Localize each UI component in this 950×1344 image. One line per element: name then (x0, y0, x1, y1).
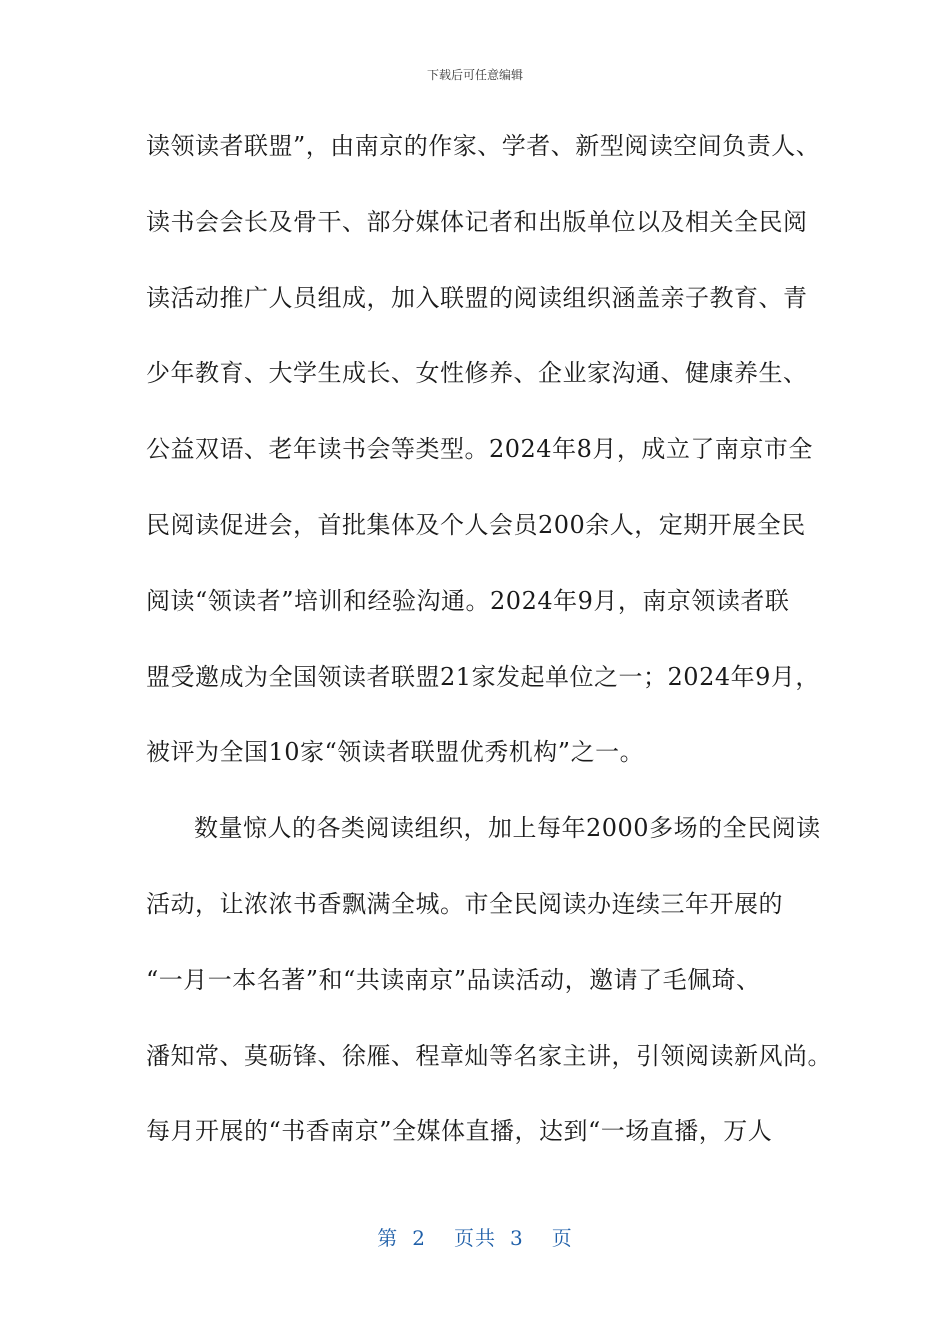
text-line: 阅读“领读者”培训和经验沟通。2024年9月，南京领读者联 (146, 586, 790, 615)
paragraph-start-line: 数量惊人的各类阅读组织，加上每年2000多场的全民阅读 (194, 814, 821, 843)
body-text (146, 124, 832, 1185)
text-line: 读领读者联盟”，由南京的作家、学者、新型阅读空间负责人、 (146, 132, 821, 160)
text-line: 盟受邀成为全国领读者联盟21家发起单位之一；2024年9月， (146, 662, 820, 691)
header-note: 下载后可任意编辑 (426, 68, 523, 82)
page-footer (0, 1222, 950, 1251)
text-line: 潘知常、莫砺锋、徐雁、程章灿等名家主讲，引领阅读新风尚。 (146, 1041, 832, 1070)
text-line: 每月开展的“书香南京”全媒体直播，达到“一场直播，万人 (146, 1117, 773, 1146)
total-pages-number: 3 (510, 1226, 524, 1250)
text-line: 民阅读促进会，首批集体及个人会员200余人，定期开展全民 (146, 510, 806, 539)
text-line: “一月一本名著”和“共读南京”品读活动，邀请了毛佩琦、 (146, 965, 761, 994)
text-line: 被评为全国10家“领读者联盟优秀机构”之一。 (146, 738, 645, 767)
text-line: 读书会会长及骨干、部分媒体记者和出版单位以及相关全民阅 (146, 207, 808, 236)
text-line: 读活动推广人员组成，加入联盟的阅读组织涵盖亲子教育、青 (146, 283, 808, 312)
text-line: 公益双语、老年读书会等类型。2024年8月，成立了南京市全 (146, 435, 813, 464)
page-unit-label: 页共 (454, 1226, 496, 1250)
text-line: 活动，让浓浓书香飘满全城。市全民阅读办连续三年开展的 (146, 889, 783, 918)
page-label: 第 (377, 1226, 399, 1250)
current-page-number: 2 (412, 1226, 426, 1250)
text-line: 少年教育、大学生成长、女性修养、企业家沟通、健康养生、 (146, 359, 808, 388)
page-end-label: 页 (551, 1226, 573, 1250)
